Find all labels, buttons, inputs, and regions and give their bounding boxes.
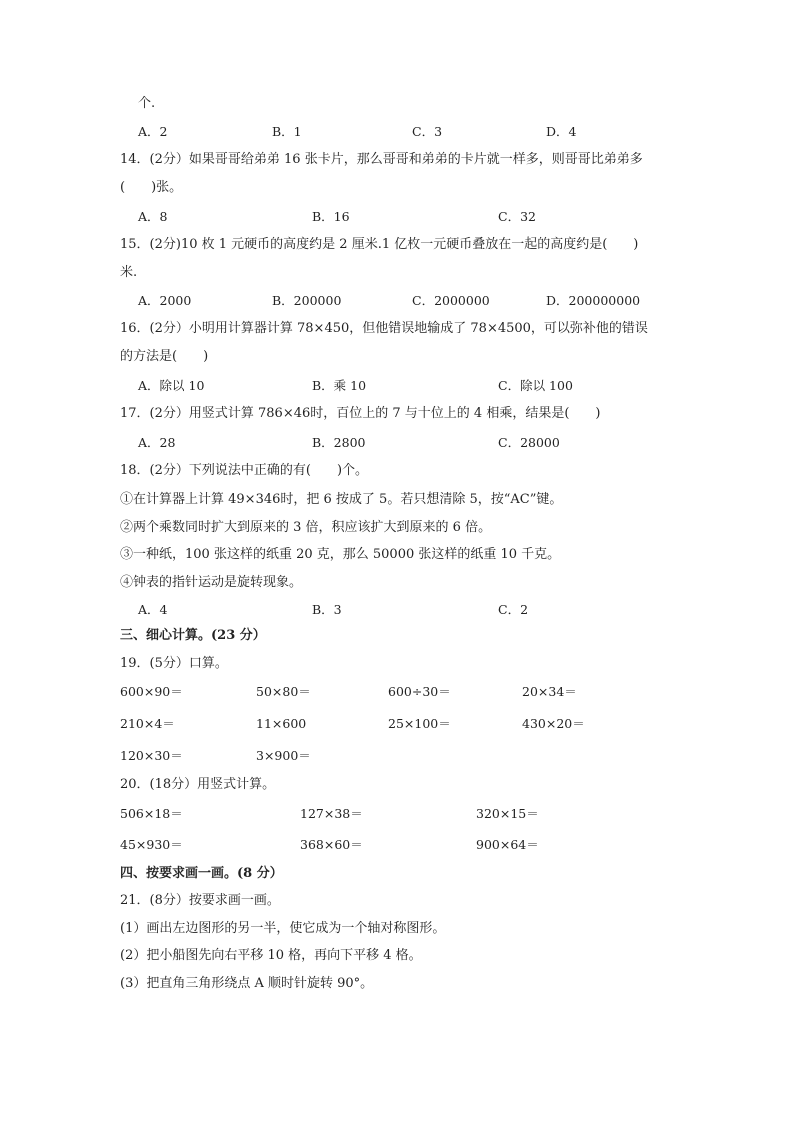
q19-item-5: 210×4＝ (120, 716, 175, 731)
q13-option-b: B．1 (272, 124, 302, 139)
q20-item-6: 900×64＝ (476, 837, 539, 852)
q15-option-c: C．2000000 (412, 293, 490, 308)
q14-option-a: A．8 (138, 209, 168, 224)
q16-option-b: B．乘 10 (312, 378, 367, 393)
q18-statement-4: ④钟表的指针运动是旋转现象。 (120, 575, 303, 590)
q13-option-c: C．3 (412, 124, 443, 139)
q19-item-3: 600÷30＝ (388, 684, 451, 699)
q15-option-b: B．200000 (272, 293, 342, 308)
q20-item-3: 320×15＝ (476, 806, 539, 821)
q21-sub-1: (1）画出左边图形的另一半，使它成为一个轴对称图形。 (120, 921, 446, 936)
q15-option-a: A．2000 (138, 293, 192, 308)
q18-statement-3: ③一种纸，100 张这样的纸重 20 克，那么 50000 张这样的纸重 10 千克。 (120, 547, 561, 562)
q21-sub-2: (2）把小船图先向右平移 10 格，再向下平移 4 格。 (120, 948, 422, 963)
q17-option-b: B．2800 (312, 435, 366, 450)
q18-statement-2: ②两个乘数同时扩大到原来的 3 倍，积应该扩大到原来的 6 倍。 (120, 520, 492, 535)
q18-option-c: C．2 (498, 602, 529, 617)
q19-item-10: 3×900＝ (256, 748, 311, 763)
q17-option-c: C．28000 (498, 435, 560, 450)
q19-item-7: 25×100＝ (388, 716, 451, 731)
q18-option-b: B．3 (312, 602, 342, 617)
q14-line2: ( )张。 (120, 180, 183, 195)
q20-title: 20．(18分）用竖式计算。 (120, 777, 276, 792)
q15-line2: 米. (120, 265, 138, 280)
q20-item-5: 368×60＝ (300, 837, 363, 852)
q19-item-8: 430×20＝ (522, 716, 585, 731)
q17-line1: 17．(2分）用竖式计算 786×46时，百位上的 7 与十位上的 4 相乘，结果是( ) (120, 406, 601, 421)
q15-line1: 15．(2分)10 枚 1 元硬币的高度约是 2 厘米.1 亿枚一元硬币叠放在一起的高度约是( ) (120, 237, 639, 252)
q14-line1: 14．(2分）如果哥哥给弟弟 16 张卡片，那么哥哥和弟弟的卡片就一样多，则哥哥比弟弟多 (120, 152, 643, 167)
q13-option-d: D．4 (546, 124, 577, 139)
section-3-heading: 三、细心计算。(23 分） (120, 628, 266, 643)
q13-option-a: A．2 (138, 124, 168, 139)
q14-option-b: B．16 (312, 209, 350, 224)
q19-title: 19．(5分）口算。 (120, 656, 228, 671)
q20-item-4: 45×930＝ (120, 837, 183, 852)
q20-item-1: 506×18＝ (120, 806, 183, 821)
q21-title: 21．(8分）按要求画一画。 (120, 893, 280, 908)
q18-statement-1: ①在计算器上计算 49×346时，把 6 按成了 5。若只想清除 5，按“AC”键。 (120, 492, 563, 507)
q17-option-a: A．28 (138, 435, 176, 450)
q16-option-c: C．除以 100 (498, 378, 573, 393)
q15-option-d: D．200000000 (546, 293, 641, 308)
q18-option-a: A．4 (138, 602, 168, 617)
q19-item-6: 11×600 (256, 716, 307, 731)
q21-sub-3: (3）把直角三角形绕点 A 顺时针旋转 90°。 (120, 976, 374, 991)
q16-line2: 的方法是( ) (120, 349, 209, 364)
q19-item-4: 20×34＝ (522, 684, 577, 699)
q20-item-2: 127×38＝ (300, 806, 363, 821)
q19-item-1: 600×90＝ (120, 684, 183, 699)
q16-line1: 16．(2分）小明用计算器计算 78×450，但他错误地输成了 78×4500，可以弥补他的错误 (120, 321, 648, 336)
q13-tail: 个. (138, 96, 156, 111)
section-4-heading: 四、按要求画一画。(8 分） (120, 866, 283, 881)
q16-option-a: A．除以 10 (138, 378, 205, 393)
q19-item-2: 50×80＝ (256, 684, 311, 699)
q14-option-c: C．32 (498, 209, 536, 224)
q18-line1: 18．(2分）下列说法中正确的有( )个。 (120, 463, 369, 478)
q19-item-9: 120×30＝ (120, 748, 183, 763)
